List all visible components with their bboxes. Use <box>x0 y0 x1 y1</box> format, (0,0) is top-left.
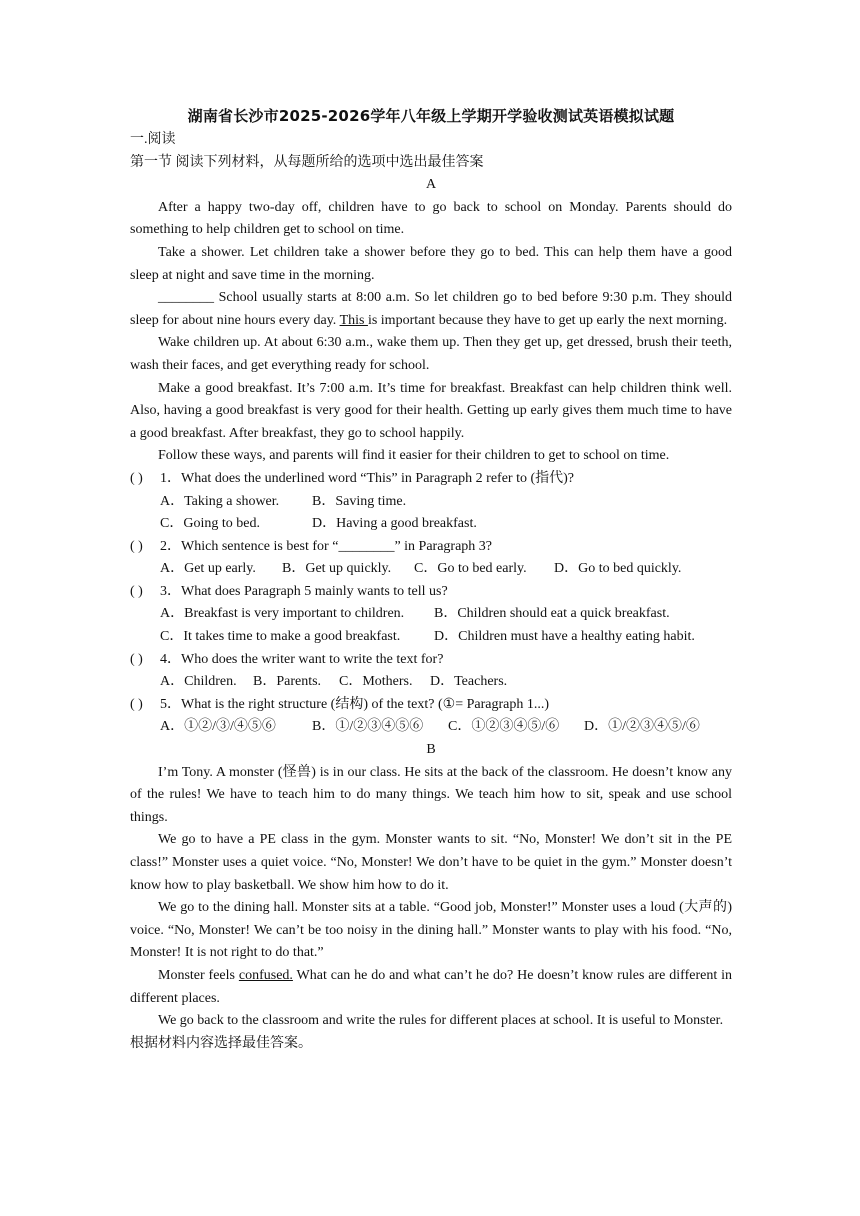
option: A．Children. <box>160 674 237 690</box>
closing-instruction: 根据材料内容选择最佳答案。 <box>130 1035 312 1051</box>
option: A．①②/③/④⑤⑥ <box>160 719 276 735</box>
document-page <box>130 104 732 1055</box>
passage-a-paragraph-3 <box>130 287 732 332</box>
question-text: 5．What is the right structure (结构) of the text? (①= Paragraph 1...) <box>160 696 549 712</box>
blank: ________ <box>158 290 214 306</box>
options-row <box>130 491 732 514</box>
section-heading: 一.阅读 <box>130 132 176 147</box>
option: B．Children should eat a quick breakfast. <box>434 606 670 622</box>
passage-a-paragraph-5: Make a good breakfast. It’s 7:00 a.m. It’s time for breakfast. Breakfast can help children think well. Also, having a good breakfast is very good for their health. Getting up early gives them much time to have a good breakfast. After breakfast, they go to school happily. <box>130 380 732 441</box>
options-row <box>130 603 732 626</box>
option: A．Get up early. <box>160 561 256 577</box>
passage-b-paragraph-4 <box>130 965 732 1010</box>
answer-blank: ( ) <box>130 651 143 667</box>
passage-b-paragraph-1: I’m Tony. A monster (怪兽) is in our class. He sits at the back of the classroom. He doesn’t know any of the rules! We have to teach him to do many things. We teach him how to sit, speak and use school things. <box>130 764 732 825</box>
passage-b-paragraph-3: We go to the dining hall. Monster sits at a table. “Good job, Monster!” Monster uses a loud (大声的) voice. “No, Monster! We can’t be too noisy in the dining hall.” Monster wants to play with his food. “No, Monster! It is not right to do that.” <box>130 900 732 961</box>
passage-b-label: B <box>426 742 436 758</box>
option: B．①/②③④⑤⑥ <box>312 719 424 735</box>
answer-blank: ( ) <box>130 696 143 712</box>
passage-a-paragraph-4: Wake children up. At about 6:30 a.m., wake them up. Then they get up, get dressed, brush their teeth, wash their faces, and get everything ready for school. <box>130 335 732 373</box>
text-run: School usually starts at 8:00 a.m. So let children go to bed before 9:30 p.m. They should sleep for about nine hours every day. <box>130 290 732 328</box>
underlined-word: This <box>339 312 368 328</box>
answer-blank: ( ) <box>130 538 143 554</box>
option: B．Get up quickly. <box>282 561 392 577</box>
passage-a-paragraph-1: After a happy two-day off, children have to go back to school on Monday. Parents should do something to help children get to school on time. <box>130 199 732 238</box>
option: C．Mothers. <box>339 674 413 690</box>
option: A．Taking a shower. <box>160 493 280 509</box>
option: B．Parents. <box>253 674 322 690</box>
option: A．Breakfast is very important to children. <box>160 606 405 622</box>
passage-a-label: A <box>425 177 437 193</box>
question-4 <box>130 649 732 672</box>
underlined-word: confused. <box>238 967 293 983</box>
answer-blank: ( ) <box>130 470 143 486</box>
question-1 <box>130 468 732 491</box>
option: B．Saving time. <box>312 493 407 509</box>
passage-b-paragraph-5: We go back to the classroom and write the rules for different places at school. It is useful to Monster. <box>158 1013 724 1029</box>
passage-a-paragraph-6: Follow these ways, and parents will find it easier for their children to get to school on time. <box>158 448 670 464</box>
question-3 <box>130 581 732 604</box>
option: C．①②③④⑤/⑥ <box>448 719 560 735</box>
option: C．Go to bed early. <box>414 561 527 577</box>
option: D．Having a good breakfast. <box>312 516 477 532</box>
option: C．It takes time to make a good breakfast. <box>160 629 401 645</box>
text-run: Monster feels <box>158 967 239 983</box>
answer-blank: ( ) <box>130 583 143 599</box>
passage-b-paragraph-2: We go to have a PE class in the gym. Monster wants to sit. “No, Monster! We don’t sit in the PE class!” Monster uses a quiet voice. “No, Monster! We don’t have to be quiet in the gym.” Monster doesn’t know how to play basketball. We show him how to do it. <box>130 832 732 893</box>
option: D．Go to bed quickly. <box>554 561 682 577</box>
options-row <box>130 626 732 649</box>
options-row <box>130 716 732 739</box>
question-2 <box>130 536 732 559</box>
question-text: 3．What does Paragraph 5 mainly wants to tell us? <box>160 583 448 599</box>
question-text: 4．Who does the writer want to write the text for? <box>160 651 444 667</box>
options-row <box>130 558 732 581</box>
option: C．Going to bed. <box>160 516 260 532</box>
option: D．①/②③④⑤/⑥ <box>584 719 700 735</box>
question-text: 1．What does the underlined word “This” in Paragraph 2 refer to (指代)? <box>160 470 575 486</box>
option: D．Teachers. <box>430 674 508 690</box>
text-run: What can he do and what can’t he do? He doesn’t know rules are different in different places. <box>130 967 732 1006</box>
options-row <box>130 671 732 694</box>
options-row <box>130 513 732 536</box>
question-text: 2．Which sentence is best for “________” in Paragraph 3? <box>160 538 493 554</box>
passage-a-paragraph-2: Take a shower. Let children take a shower before they go to bed. This can help them have a good sleep at night and save time in the morning. <box>130 244 732 283</box>
option: D．Children must have a healthy eating habit. <box>434 629 695 645</box>
section-instruction: 第一节 阅读下列材料，从每题所给的选项中选出最佳答案 <box>130 154 484 170</box>
page-title: 湖南省长沙市2025-2026学年八年级上学期开学验收测试英语模拟试题 <box>187 107 675 125</box>
text-run: is important because they have to get up early the next morning. <box>367 312 728 328</box>
question-5 <box>130 694 732 717</box>
